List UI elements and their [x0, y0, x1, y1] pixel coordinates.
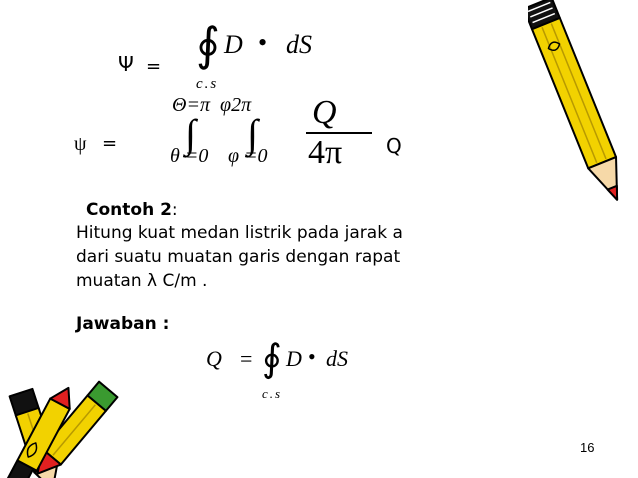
closed-integral-icon: ∮	[262, 338, 282, 380]
equals-sign: =	[102, 133, 118, 154]
theta-lower-limit: θ =0	[170, 145, 209, 167]
closed-surface-subscript: c.s	[196, 76, 219, 92]
dot-operator: •	[258, 28, 268, 57]
integral-theta-icon: ∫	[185, 111, 196, 156]
equals-sign: =	[146, 56, 162, 77]
phi-lower-limit: φ =0	[228, 145, 268, 167]
page-number: 16	[580, 440, 595, 455]
pencil-body-icon	[532, 18, 616, 168]
phi-upper-limit: φ2π	[220, 94, 252, 116]
example-line-2: dari suatu muatan garis dengan rapat	[76, 247, 401, 267]
pencil-clipart-right	[528, 0, 638, 220]
theta-upper-limit: Θ=π	[172, 94, 210, 116]
fraction-denominator: 4π	[308, 134, 343, 171]
example-line-1: Hitung kuat medan listrik pada jarak a	[76, 223, 403, 243]
crossed-pencils-clipart	[0, 372, 120, 478]
integral-phi-icon: ∫	[247, 111, 258, 156]
psi-small-symbol: ψ	[74, 133, 87, 155]
example-heading	[86, 199, 178, 221]
flux-density-D: D	[286, 346, 302, 371]
example-title: Contoh 2	[86, 200, 172, 220]
example-colon: :	[171, 200, 178, 220]
dot-operator: •	[308, 344, 316, 369]
fraction-numerator: Q	[312, 94, 337, 131]
closed-integral-icon: ∮	[196, 19, 220, 70]
surface-element-dS: dS	[326, 346, 348, 371]
flux-density-D: D	[224, 30, 243, 59]
psi-capital-symbol: Ψ	[118, 52, 134, 76]
answer-label: Jawaban :	[76, 314, 170, 334]
charge-Q: Q	[206, 346, 222, 371]
example-line-3: muatan λ C/m .	[76, 271, 208, 291]
closed-surface-subscript: c.s	[262, 386, 283, 401]
equals-sign: =	[240, 346, 253, 371]
surface-element-dS: dS	[286, 30, 312, 59]
charge-Q-label: Q	[386, 134, 402, 158]
